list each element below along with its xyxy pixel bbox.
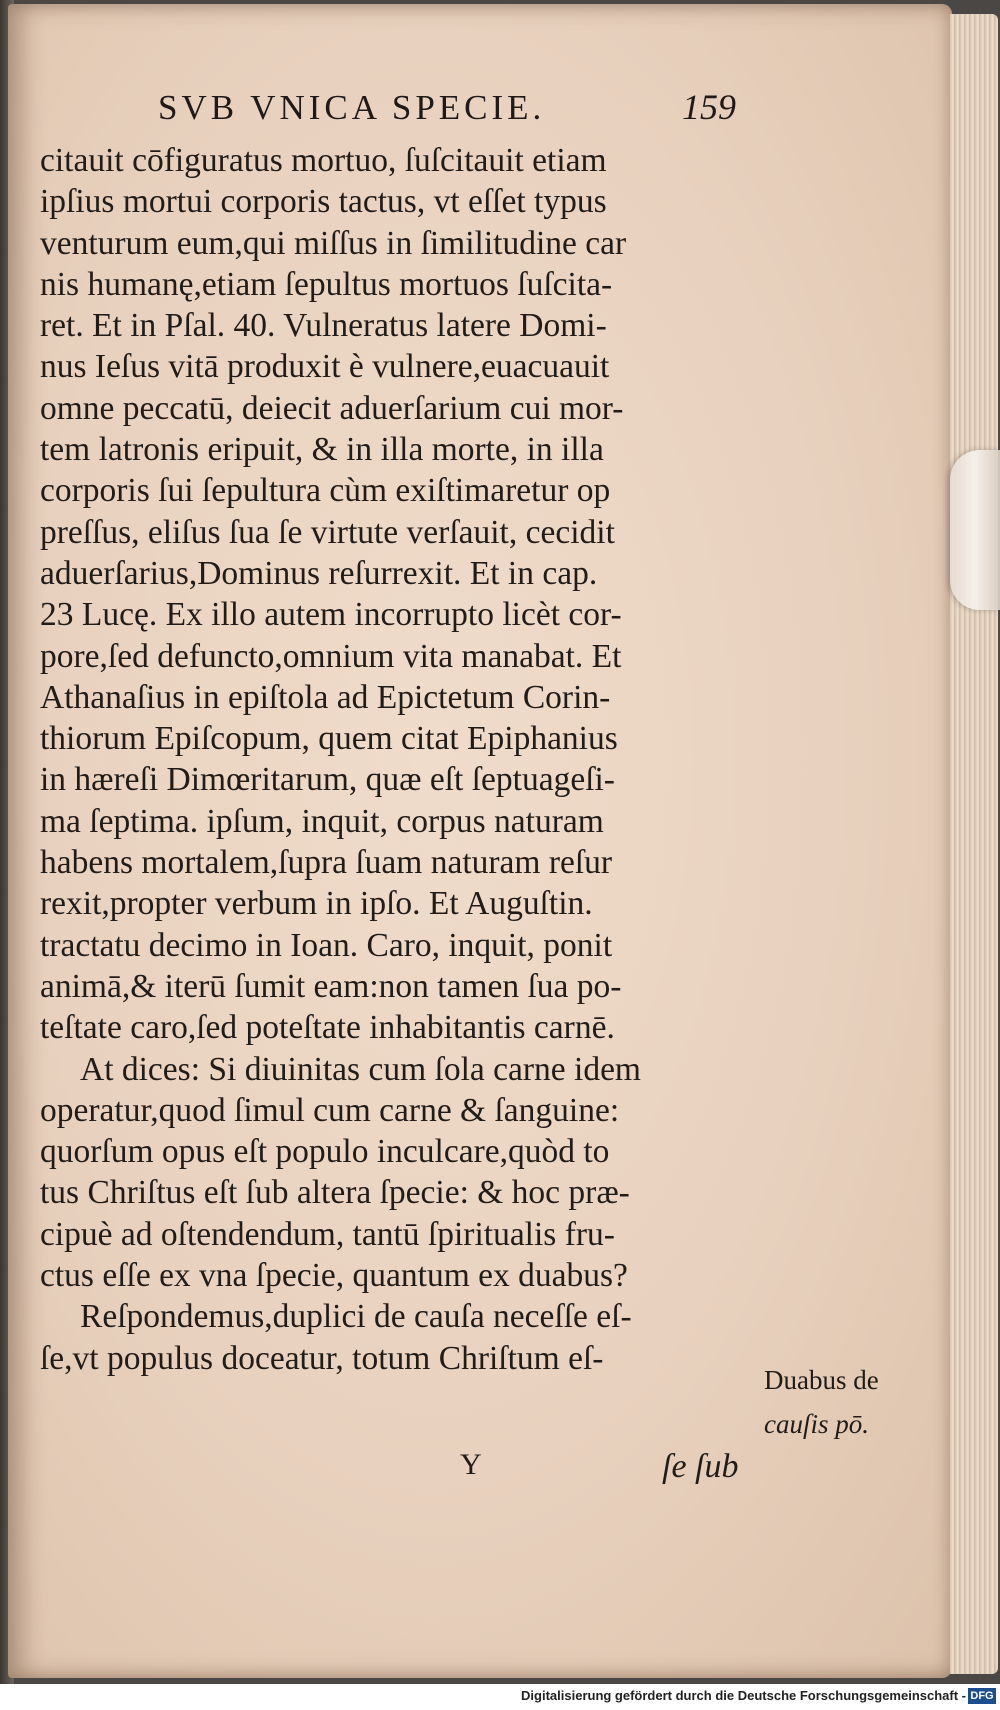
text-line: aduerſarius,Dominus reſurrexit. Et in cap. [40, 554, 598, 592]
marginal-note-line: Duabus de [764, 1365, 879, 1395]
marginal-note [764, 1358, 924, 1446]
text-line: tus Chriſtus eſt ſub altera ſpecie: & hoc præ- [40, 1174, 630, 1212]
marginal-note-line: cauſis pō. [764, 1409, 869, 1439]
text-line: At dices: Si diuinitas cum ſola carne idem [80, 1050, 641, 1088]
text-line: thiorum Epiſcopum, quem citat Epiphanius [40, 720, 618, 758]
text-line: cipuè ad oſtendendum, tantū ſpiritualis fru- [40, 1215, 615, 1253]
page-number: 159 [682, 87, 736, 127]
text-line: ſe,vt populus doceatur, totum Chriſtum eſ- [40, 1339, 604, 1377]
text-line: pore,ſed defuncto,omnium vita manabat. Et [40, 637, 622, 675]
text-line: animā,& iterū ſumit eam:non tamen ſua po- [40, 967, 622, 1005]
dfg-logo: DFG [968, 1688, 996, 1704]
text-line: teſtate caro,ſed poteſtate inhabitantis carnē. [40, 1009, 615, 1047]
clasp-tab [950, 450, 1000, 610]
catchword: ſe ſub [662, 1448, 739, 1485]
text-line: tem latronis eripuit, & in illa morte, in illa [40, 431, 604, 469]
text-line: rexit,propter verbum in ipſo. Et Auguſtin. [40, 885, 593, 923]
text-line: venturum eum,qui miſſus in ſimilitudine car [40, 224, 627, 262]
text-line: ma ſeptima. ipſum, inquit, corpus naturam [40, 802, 604, 840]
text-line: in hæreſi Dimœritarum, quæ eſt ſeptuageſi- [40, 761, 615, 799]
text-line: preſſus, eliſus ſua ſe virtute verſauit, cecidit [40, 513, 615, 551]
text-line: nus Ieſus vitā produxit è vulnere,euacuauit [40, 348, 610, 386]
text-line: operatur,quod ſimul cum carne & ſanguine: [40, 1091, 620, 1129]
text-line: tractatu decimo in Ioan. Caro, inquit, ponit [40, 926, 613, 964]
body-text [40, 140, 760, 1379]
text-line: citauit cōfiguratus mortuo, ſuſcitauit etiam [40, 142, 607, 179]
text-line: Reſpondemus,duplici de cauſa neceſſe eſ- [80, 1298, 632, 1336]
text-line: Athanaſius in epiſtola ad Epictetum Corin- [40, 678, 611, 716]
footer-bar [0, 1684, 1000, 1710]
text-line: habens mortalem,ſupra ſuam naturam reſur [40, 844, 613, 882]
page-edges [950, 14, 998, 1674]
funding-credit: Digitalisierung gefördert durch die Deutsche Forschungsgemeinschaft - [521, 1688, 966, 1703]
running-head: SVB VNICA SPECIE. [158, 88, 546, 127]
text-line: nis humanę,etiam ſepultus mortuos ſuſcita- [40, 265, 613, 303]
text-line: corporis ſui ſepultura cùm exiſtimaretur op [40, 472, 611, 510]
signature-mark: Y [460, 1448, 482, 1481]
text-line: ctus eſſe ex vna ſpecie, quantum ex duabus? [40, 1257, 628, 1295]
text-line: ipſius mortui corporis tactus, vt eſſet typus [40, 183, 607, 221]
text-line: ret. Et in Pſal. 40. Vulneratus latere Domi- [40, 307, 607, 345]
text-line: quorſum opus eſt populo inculcare,quòd to [40, 1133, 610, 1171]
text-line: 23 Lucę. Ex illo autem incorrupto licèt cor- [40, 596, 622, 634]
text-line: omne peccatū, deiecit aduerſarium cui mor- [40, 389, 624, 427]
